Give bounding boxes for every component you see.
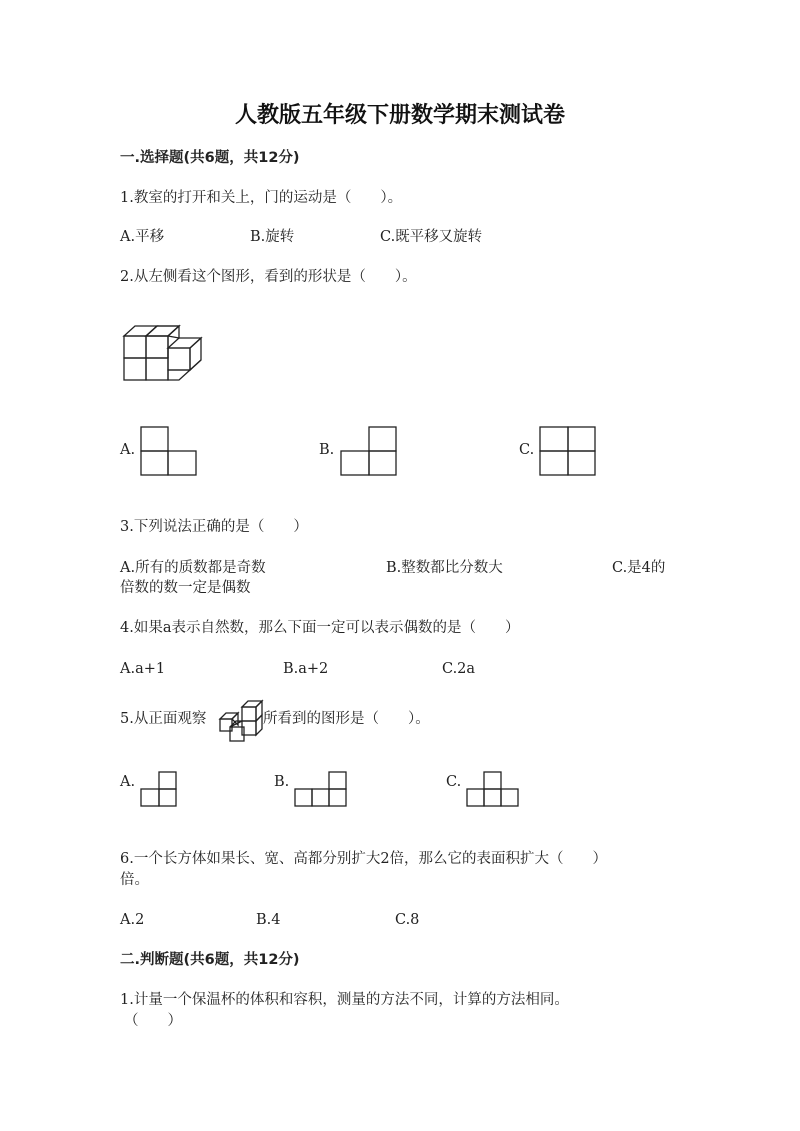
page-title: 人教版五年级下册数学期末测试卷	[234, 103, 565, 128]
question-1-stem: 1.教室的打开和关上，门的运动是（ ）。	[120, 190, 403, 206]
question-6-continuation: 倍。	[120, 872, 149, 888]
option-b-shape	[340, 426, 398, 476]
question-5-option-b[interactable]: B.	[274, 774, 290, 790]
question-3-option-c[interactable]: C.是4的	[612, 560, 666, 576]
question-2-stem: 2.从左侧看这个图形，看到的形状是（ ）。	[120, 269, 417, 285]
question-4-option-a[interactable]: A.a+1	[120, 661, 166, 677]
question-4-option-b[interactable]: B.a+2	[283, 661, 329, 677]
question-6-option-c[interactable]: C.8	[395, 912, 420, 928]
question-6-stem: 6.一个长方体如果长、宽、高都分别扩大2倍，那么它的表面积扩大（ ）	[120, 851, 608, 867]
question-1-option-b[interactable]: B.旋转	[250, 229, 295, 245]
cube-stack-figure	[118, 318, 210, 384]
question-5-stem-before: 5.从正面观察	[120, 711, 207, 727]
question-5-option-c[interactable]: C.	[446, 774, 462, 790]
section-heading-choice: 一.选择题(共6题，共12分)	[120, 150, 300, 166]
question-5-option-a[interactable]: A.	[120, 774, 136, 790]
small-cube-figure	[218, 697, 266, 747]
question-6-option-b[interactable]: B.4	[256, 912, 281, 928]
question-3-continuation: 倍数的数一定是偶数	[120, 580, 251, 596]
judgement-1-stem: 1.计量一个保温杯的体积和容积，测量的方法不同，计算的方法相同。	[120, 992, 569, 1008]
question-2-option-c[interactable]: C.	[519, 442, 535, 458]
q5-option-a-shape	[140, 771, 178, 808]
q5-option-b-shape	[294, 771, 349, 808]
question-2-option-b[interactable]: B.	[319, 442, 335, 458]
question-3-stem: 3.下列说法正确的是（ ）	[120, 519, 308, 535]
option-a-shape	[140, 426, 198, 476]
question-2-option-a[interactable]: A.	[120, 442, 136, 458]
q5-option-c-shape	[466, 771, 521, 808]
question-6-option-a[interactable]: A.2	[120, 912, 145, 928]
question-1-option-c[interactable]: C.既平移又旋转	[380, 229, 483, 245]
question-3-option-a[interactable]: A.所有的质数都是奇数	[120, 560, 266, 576]
question-3-option-b[interactable]: B.整数都比分数大	[386, 560, 503, 576]
question-4-option-c[interactable]: C.2a	[442, 661, 476, 677]
option-c-shape	[539, 426, 597, 476]
question-1-option-a[interactable]: A.平移	[120, 229, 165, 245]
section-heading-judgement: 二.判断题(共6题，共12分)	[120, 952, 300, 968]
judgement-1-answer-blank[interactable]: （ ）	[124, 1013, 182, 1029]
question-4-stem: 4.如果a表示自然数，那么下面一定可以表示偶数的是（ ）	[120, 620, 520, 636]
question-5-stem-after: 所看到的图形是（ ）。	[263, 711, 430, 727]
